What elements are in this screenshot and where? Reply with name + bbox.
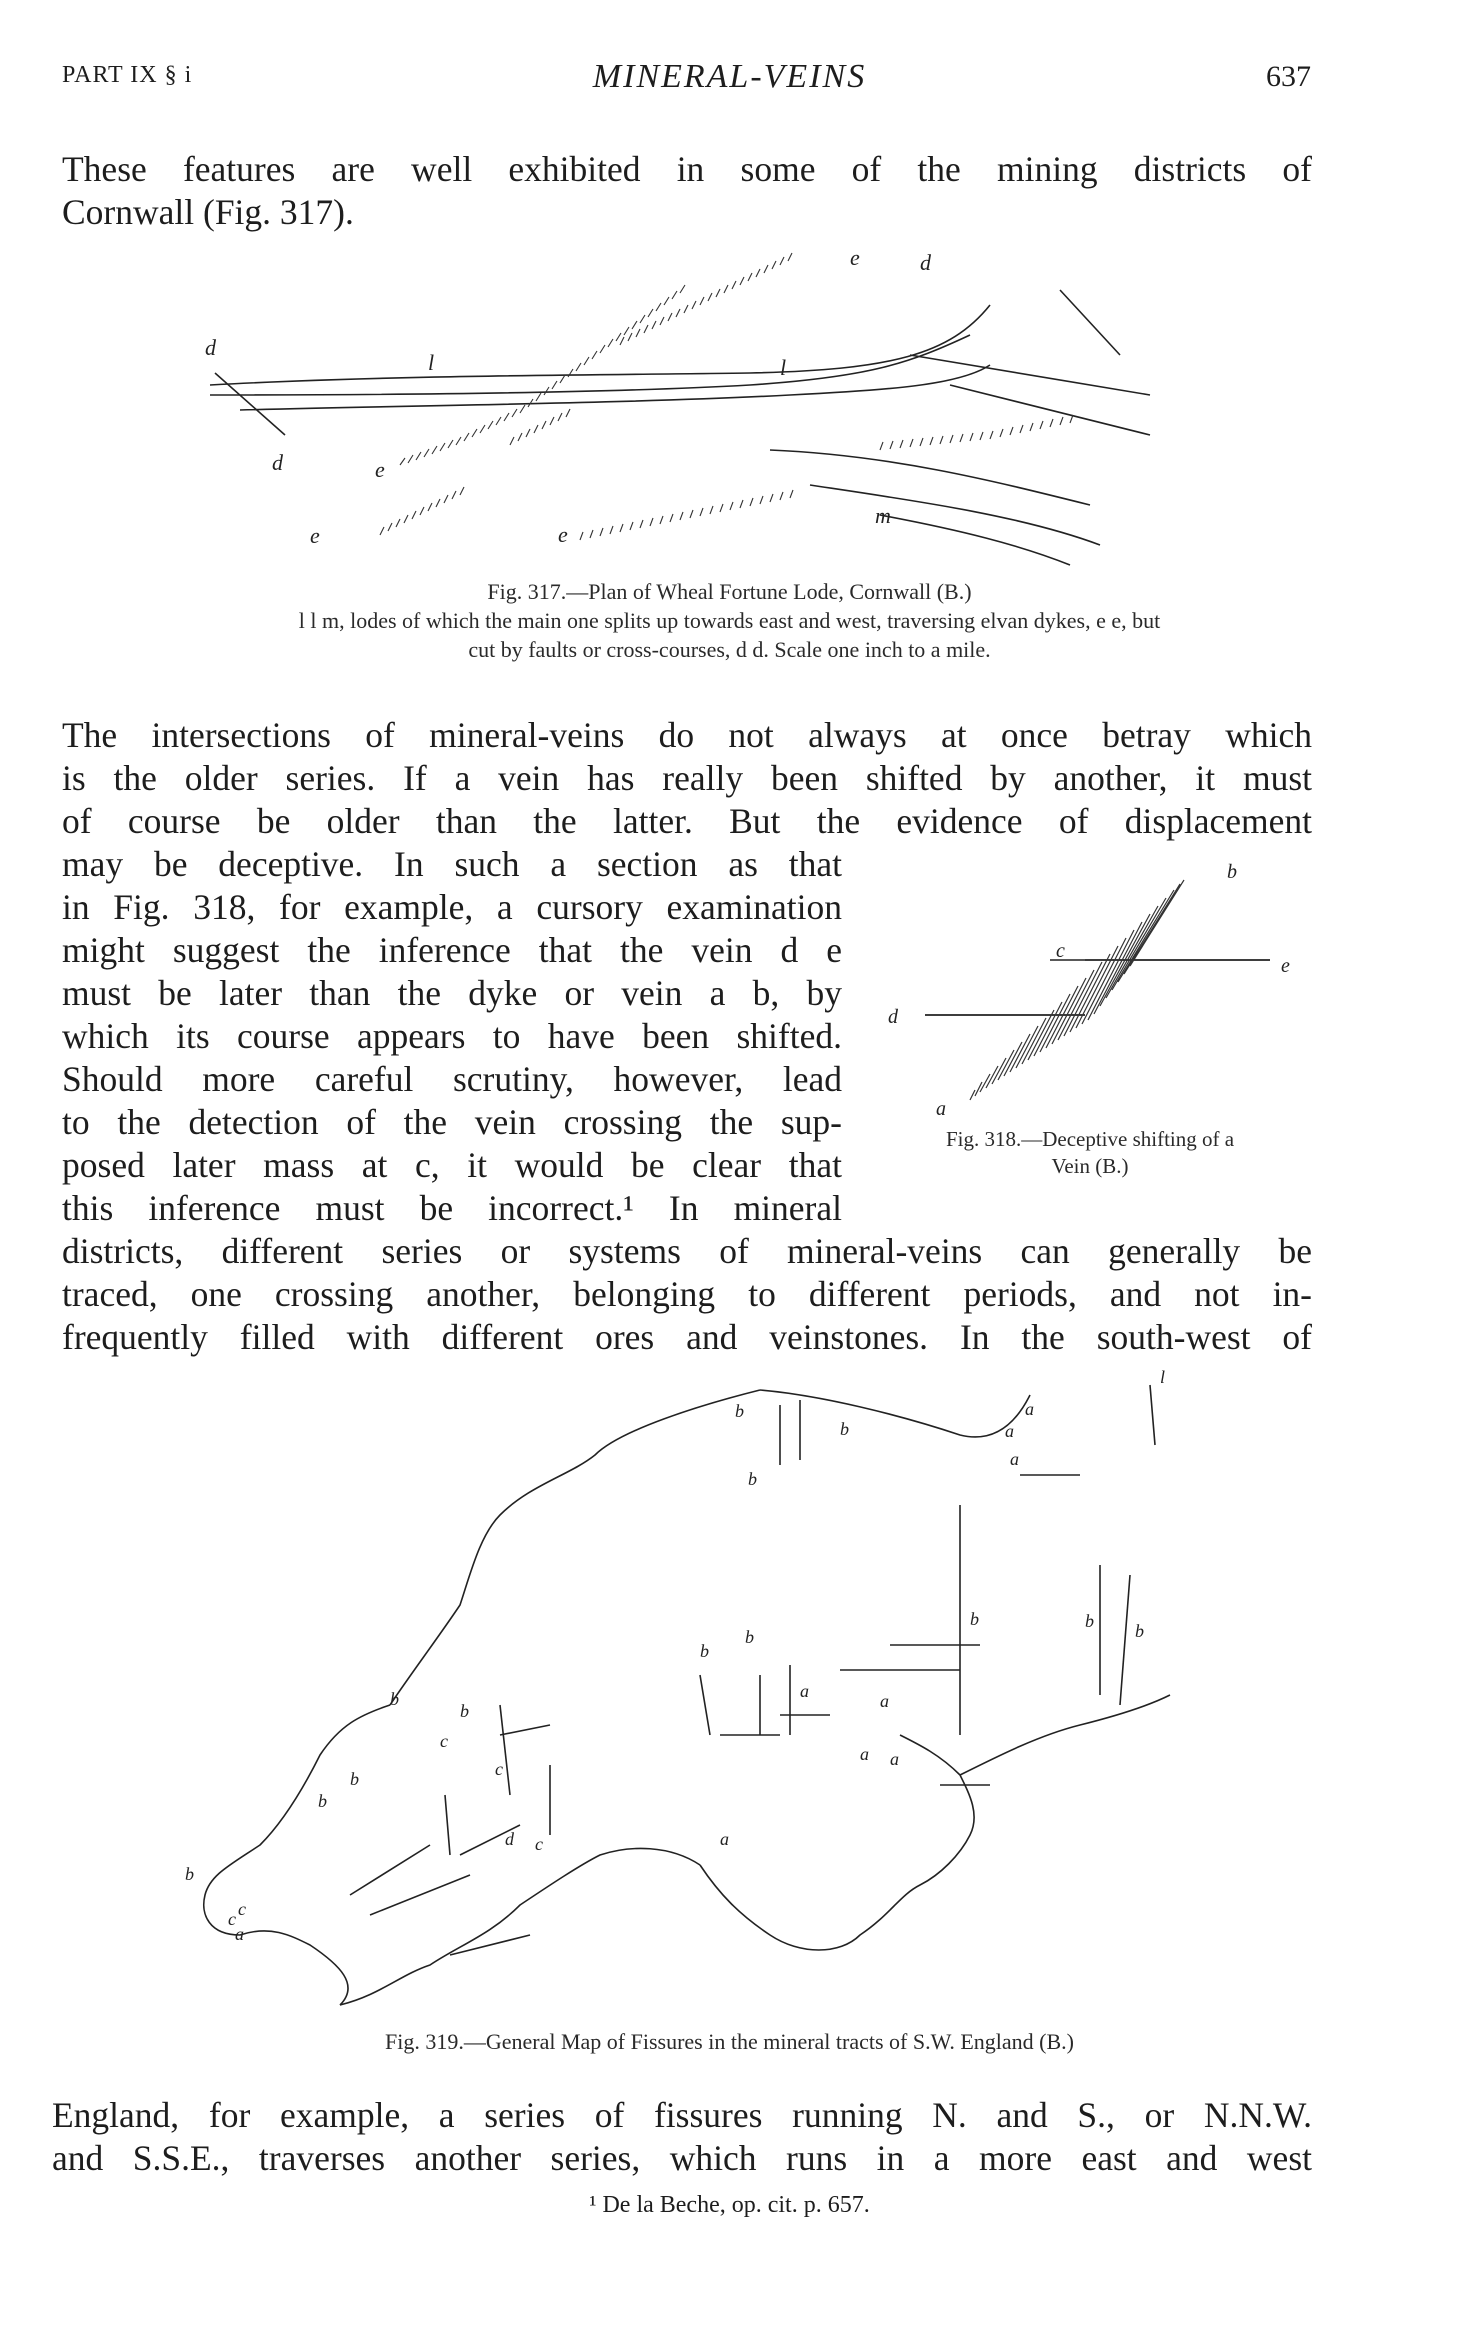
figure-317-plan-wheal-fortune-lode: [190, 245, 1170, 585]
fig319-label: b: [350, 1769, 359, 1789]
text-line: in Fig. 318, for example, a cursory examination: [62, 887, 842, 927]
fig318-label: e: [1281, 955, 1290, 977]
fissure-a: [370, 1875, 470, 1915]
text-line: is the older series. If a vein has really been shifted by another, it must: [62, 758, 1312, 798]
fig319-label: b: [700, 1641, 709, 1661]
fig319-label: c: [238, 1899, 246, 1919]
text-line: Cornwall (Fig. 317).: [62, 192, 354, 232]
text-line: posed later mass at c, it would be clear that: [62, 1145, 842, 1185]
fig319-label: b: [970, 1609, 979, 1629]
fig317-label: e: [310, 523, 320, 548]
fig319-label: b: [1085, 1611, 1094, 1631]
running-header-title: MINERAL-VEINS: [592, 58, 867, 95]
fig319-label: a: [860, 1744, 869, 1764]
fig319-label: b: [318, 1791, 327, 1811]
text-line: The intersections of mineral-veins do not always at once betray which: [62, 715, 1312, 755]
coastline: [700, 1775, 974, 1950]
fig318-caption-2: Vein (B.): [1051, 1154, 1129, 1178]
fig319-label: b: [748, 1469, 757, 1489]
lode-line: [210, 335, 970, 395]
text-line: may be deceptive. In such a section as that: [62, 844, 842, 884]
coastline: [204, 1705, 390, 2005]
fig319-label: a: [880, 1691, 889, 1711]
running-header-section: PART IX § i: [62, 62, 193, 88]
fissure-a: [450, 1935, 530, 1955]
fig319-label: b: [185, 1864, 194, 1884]
text-line: frequently filled with different ores and veinstones. In the south-west of: [62, 1317, 1312, 1357]
fig319-label: b: [735, 1401, 744, 1421]
fig318-label: c: [1056, 940, 1065, 962]
fig317-label: m: [875, 503, 891, 528]
fig317-label: l: [780, 355, 787, 380]
text-line: this inference must be incorrect.¹ In mineral: [62, 1188, 842, 1228]
fig319-label: d: [505, 1829, 514, 1849]
figure-318-deceptive-shifting: [880, 860, 1300, 1120]
paragraph-sw-england: [52, 2094, 1312, 2180]
fissure-b: [445, 1795, 450, 1855]
fig317-caption-body: l l m, lodes of which the main one splits up towards east and west, traversing elvan dykes, e e, but: [298, 608, 1161, 633]
fig317-label: l: [428, 350, 435, 375]
text-line: and S.S.E., traverses another series, which runs in a more east and west: [52, 2138, 1312, 2178]
lode-line: [770, 450, 1090, 505]
lode-line: [240, 365, 990, 410]
fig317-label: d: [920, 250, 931, 275]
fissure-b: [1150, 1385, 1155, 1445]
text-line: traced, one crossing another, belonging to different periods, and not in-: [62, 1274, 1312, 1314]
fig317-caption-title: Fig. 317.—Plan of Wheal Fortune Lode, Cornwall (B.): [487, 579, 972, 604]
fig319-label: c: [228, 1909, 236, 1929]
intro-paragraph: [62, 148, 1312, 234]
text-line: England, for example, a series of fissures running N. and S., or N.N.W.: [52, 2095, 1312, 2135]
fissure-a: [350, 1845, 430, 1895]
coastline: [960, 1695, 1170, 1775]
fig319-label: a: [720, 1829, 729, 1849]
paragraph-intersections: [62, 714, 1312, 843]
figure-319-fissure-map: [185, 1367, 1180, 2015]
fig317-label: d: [205, 335, 216, 360]
lode-line: [810, 485, 1100, 545]
elvan-dyke-hatching: [380, 253, 1073, 540]
fig319-label: b: [840, 1419, 849, 1439]
paragraph-intersections-narrow: [62, 843, 842, 1230]
lode-line: [880, 515, 1070, 565]
fig319-label: a: [890, 1749, 899, 1769]
fig319-label: c: [440, 1731, 448, 1751]
fig318-label: b: [1227, 861, 1237, 883]
fig319-label: a: [1025, 1399, 1034, 1419]
text-line: might suggest the inference that the vein d e: [62, 930, 842, 970]
lode-line: [210, 305, 990, 385]
fig317-label: e: [375, 457, 385, 482]
fig317-label: e: [850, 245, 860, 270]
fissure-b: [700, 1675, 710, 1735]
footnote: ¹ De la Beche, op. cit. p. 657.: [589, 2192, 870, 2218]
fig319-label: c: [495, 1759, 503, 1779]
dyke-ab-hatching: [970, 880, 1184, 1100]
text-line: districts, different series or systems of mineral-veins can generally be: [62, 1231, 1312, 1271]
text-line: to the detection of the vein crossing the sup-: [62, 1102, 842, 1142]
fissure-b: [1120, 1575, 1130, 1705]
fig319-label: a: [1010, 1449, 1019, 1469]
fig317-label: d: [272, 450, 283, 475]
cross-course: [910, 355, 1150, 395]
coastline: [900, 1735, 960, 1775]
fig319-label: b: [460, 1701, 469, 1721]
page-number: 637: [1266, 60, 1311, 93]
fig319-label: a: [1005, 1421, 1014, 1441]
fig317-caption-body: cut by faults or cross-courses, d d. Scale one inch to a mile.: [468, 637, 991, 662]
fig319-label: c: [535, 1834, 543, 1854]
fig319-label: a: [235, 1924, 244, 1944]
coastline: [340, 1848, 700, 2005]
text-line: Should more careful scrutiny, however, lead: [62, 1059, 842, 1099]
text-line: These features are well exhibited in some of the mining districts of: [62, 149, 1312, 189]
cross-course: [950, 385, 1150, 435]
fig318-label: a: [936, 1098, 946, 1120]
fissure-b: [500, 1705, 510, 1795]
fig319-label: a: [800, 1681, 809, 1701]
fissure-a: [500, 1725, 550, 1735]
text-line: of course be older than the latter. But the evidence of displacement: [62, 801, 1312, 841]
text-line: must be later than the dyke or vein a b, by: [62, 973, 842, 1013]
fig319-label: b: [1135, 1621, 1144, 1641]
fig319-label: b: [390, 1689, 399, 1709]
text-line: which its course appears to have been shifted.: [62, 1016, 842, 1056]
fig319-caption: Fig. 319.—General Map of Fissures in the mineral tracts of S.W. England (B.): [384, 2029, 1074, 2054]
paragraph-intersections-tail: [62, 1230, 1312, 1359]
fig319-label: b: [745, 1627, 754, 1647]
fig317-label: e: [558, 522, 568, 547]
fig318-caption-1: Fig. 318.—Deceptive shifting of a: [945, 1127, 1235, 1151]
fig319-label: l: [1160, 1367, 1166, 1387]
fig318-label: d: [888, 1006, 898, 1028]
cross-course: [1060, 290, 1120, 355]
